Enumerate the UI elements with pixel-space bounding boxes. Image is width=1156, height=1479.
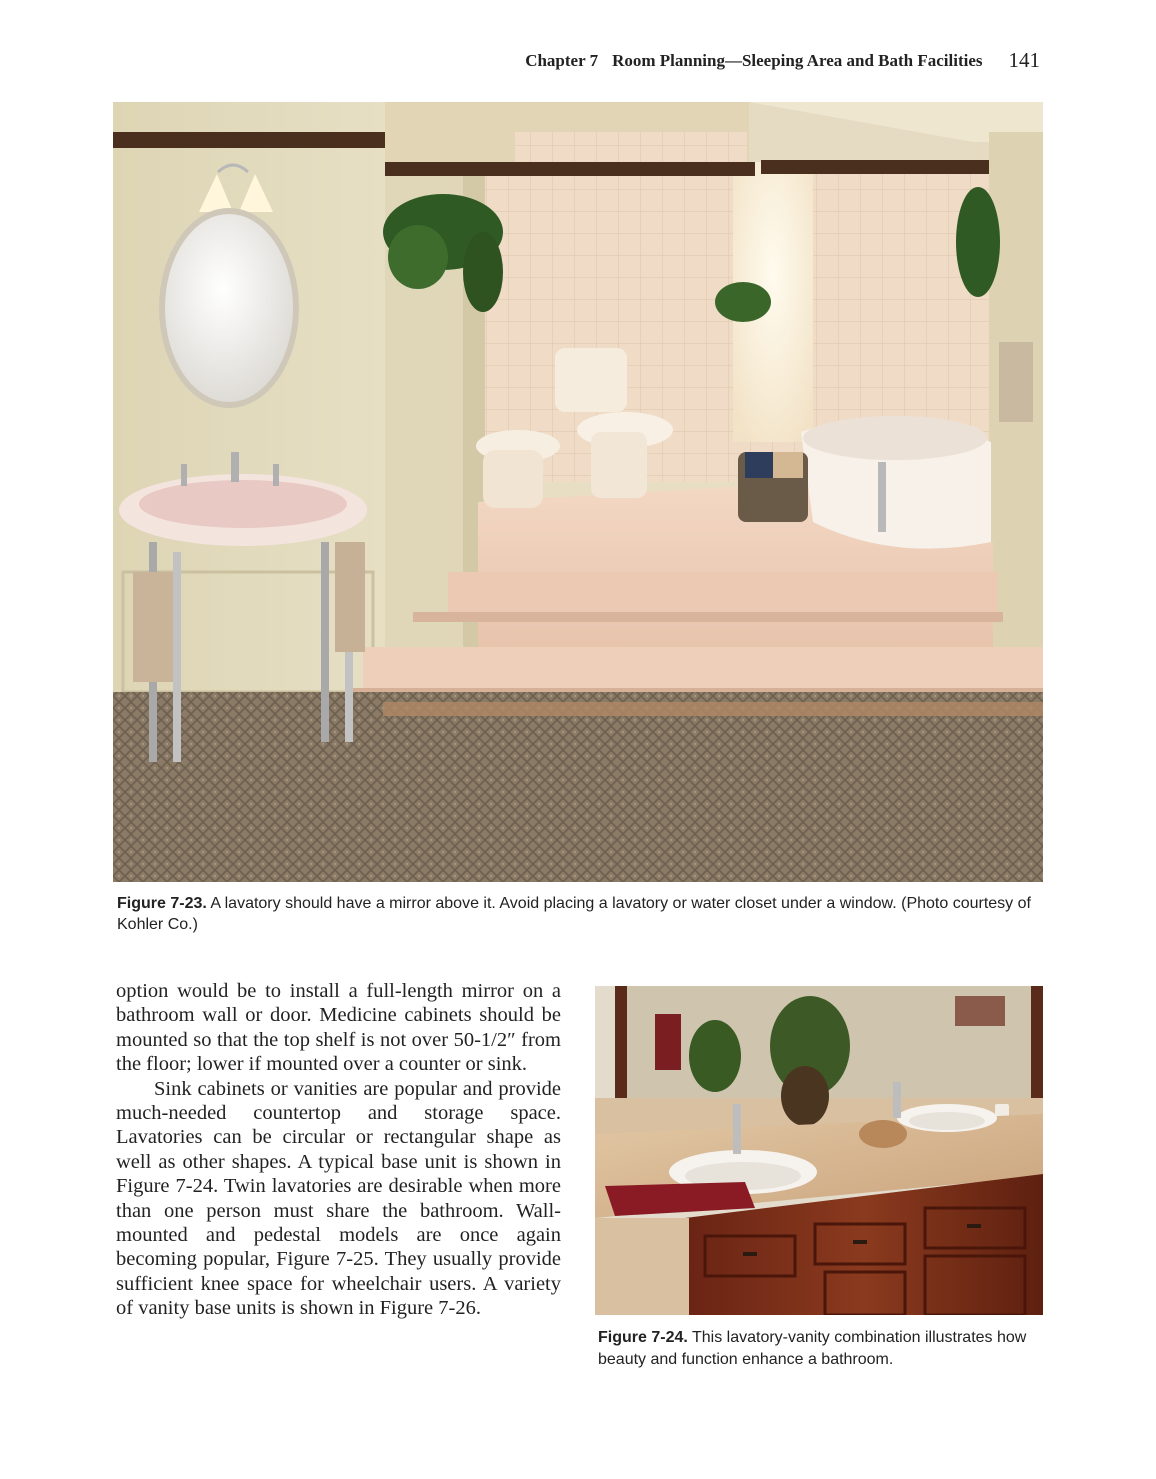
figure-7-23-caption-text: A lavatory should have a mirror above it. Avoid placing a lavatory or water closet under a window. (Photo courtesy of Kohler Co.) — [117, 895, 1031, 933]
chapter-number: Chapter 7 — [525, 50, 599, 70]
running-header — [400, 48, 1040, 73]
body-paragraph-1: option would be to install a full-length mirror on a bathroom wall or door. Medicine cabinets should be mounted so that the top shelf is not over 50-1/2″ from the floor; lower if mounted over a counter or sink. — [116, 980, 561, 1076]
figure-7-24-label: Figure 7-24. — [598, 1329, 688, 1346]
figure-7-23-label: Figure 7-23. — [117, 895, 207, 912]
chapter-title: Room Planning—Sleeping Area and Bath Facilities — [612, 50, 983, 70]
figure-7-24-photo — [595, 986, 1043, 1315]
chapter-heading — [525, 51, 982, 70]
figure-7-23-caption — [117, 893, 1047, 935]
figure-7-23-photo — [113, 102, 1043, 882]
figure-7-24-caption-text: This lavatory-vanity combination illustrates how beauty and function enhance a bathroom. — [598, 1329, 1027, 1368]
body-paragraph-2: Sink cabinets or vanities are popular and provide much-needed countertop and storage space. Lavatories can be circular or rectangular shape as well as other shapes. A typical base unit is shown in Figure 7-24. Twin lavatories are desirable when more than one person must share the bathroom. Wall-mounted and pedestal models are once again becoming popular, Figure 7-25. They usually provide sufficient knee space for wheelchair users. A variety of vanity base units is shown in Figure 7-26. — [116, 1077, 561, 1320]
figure-7-24-caption — [598, 1327, 1048, 1371]
body-text-column — [116, 979, 561, 1321]
page-number: 141 — [1008, 48, 1040, 72]
